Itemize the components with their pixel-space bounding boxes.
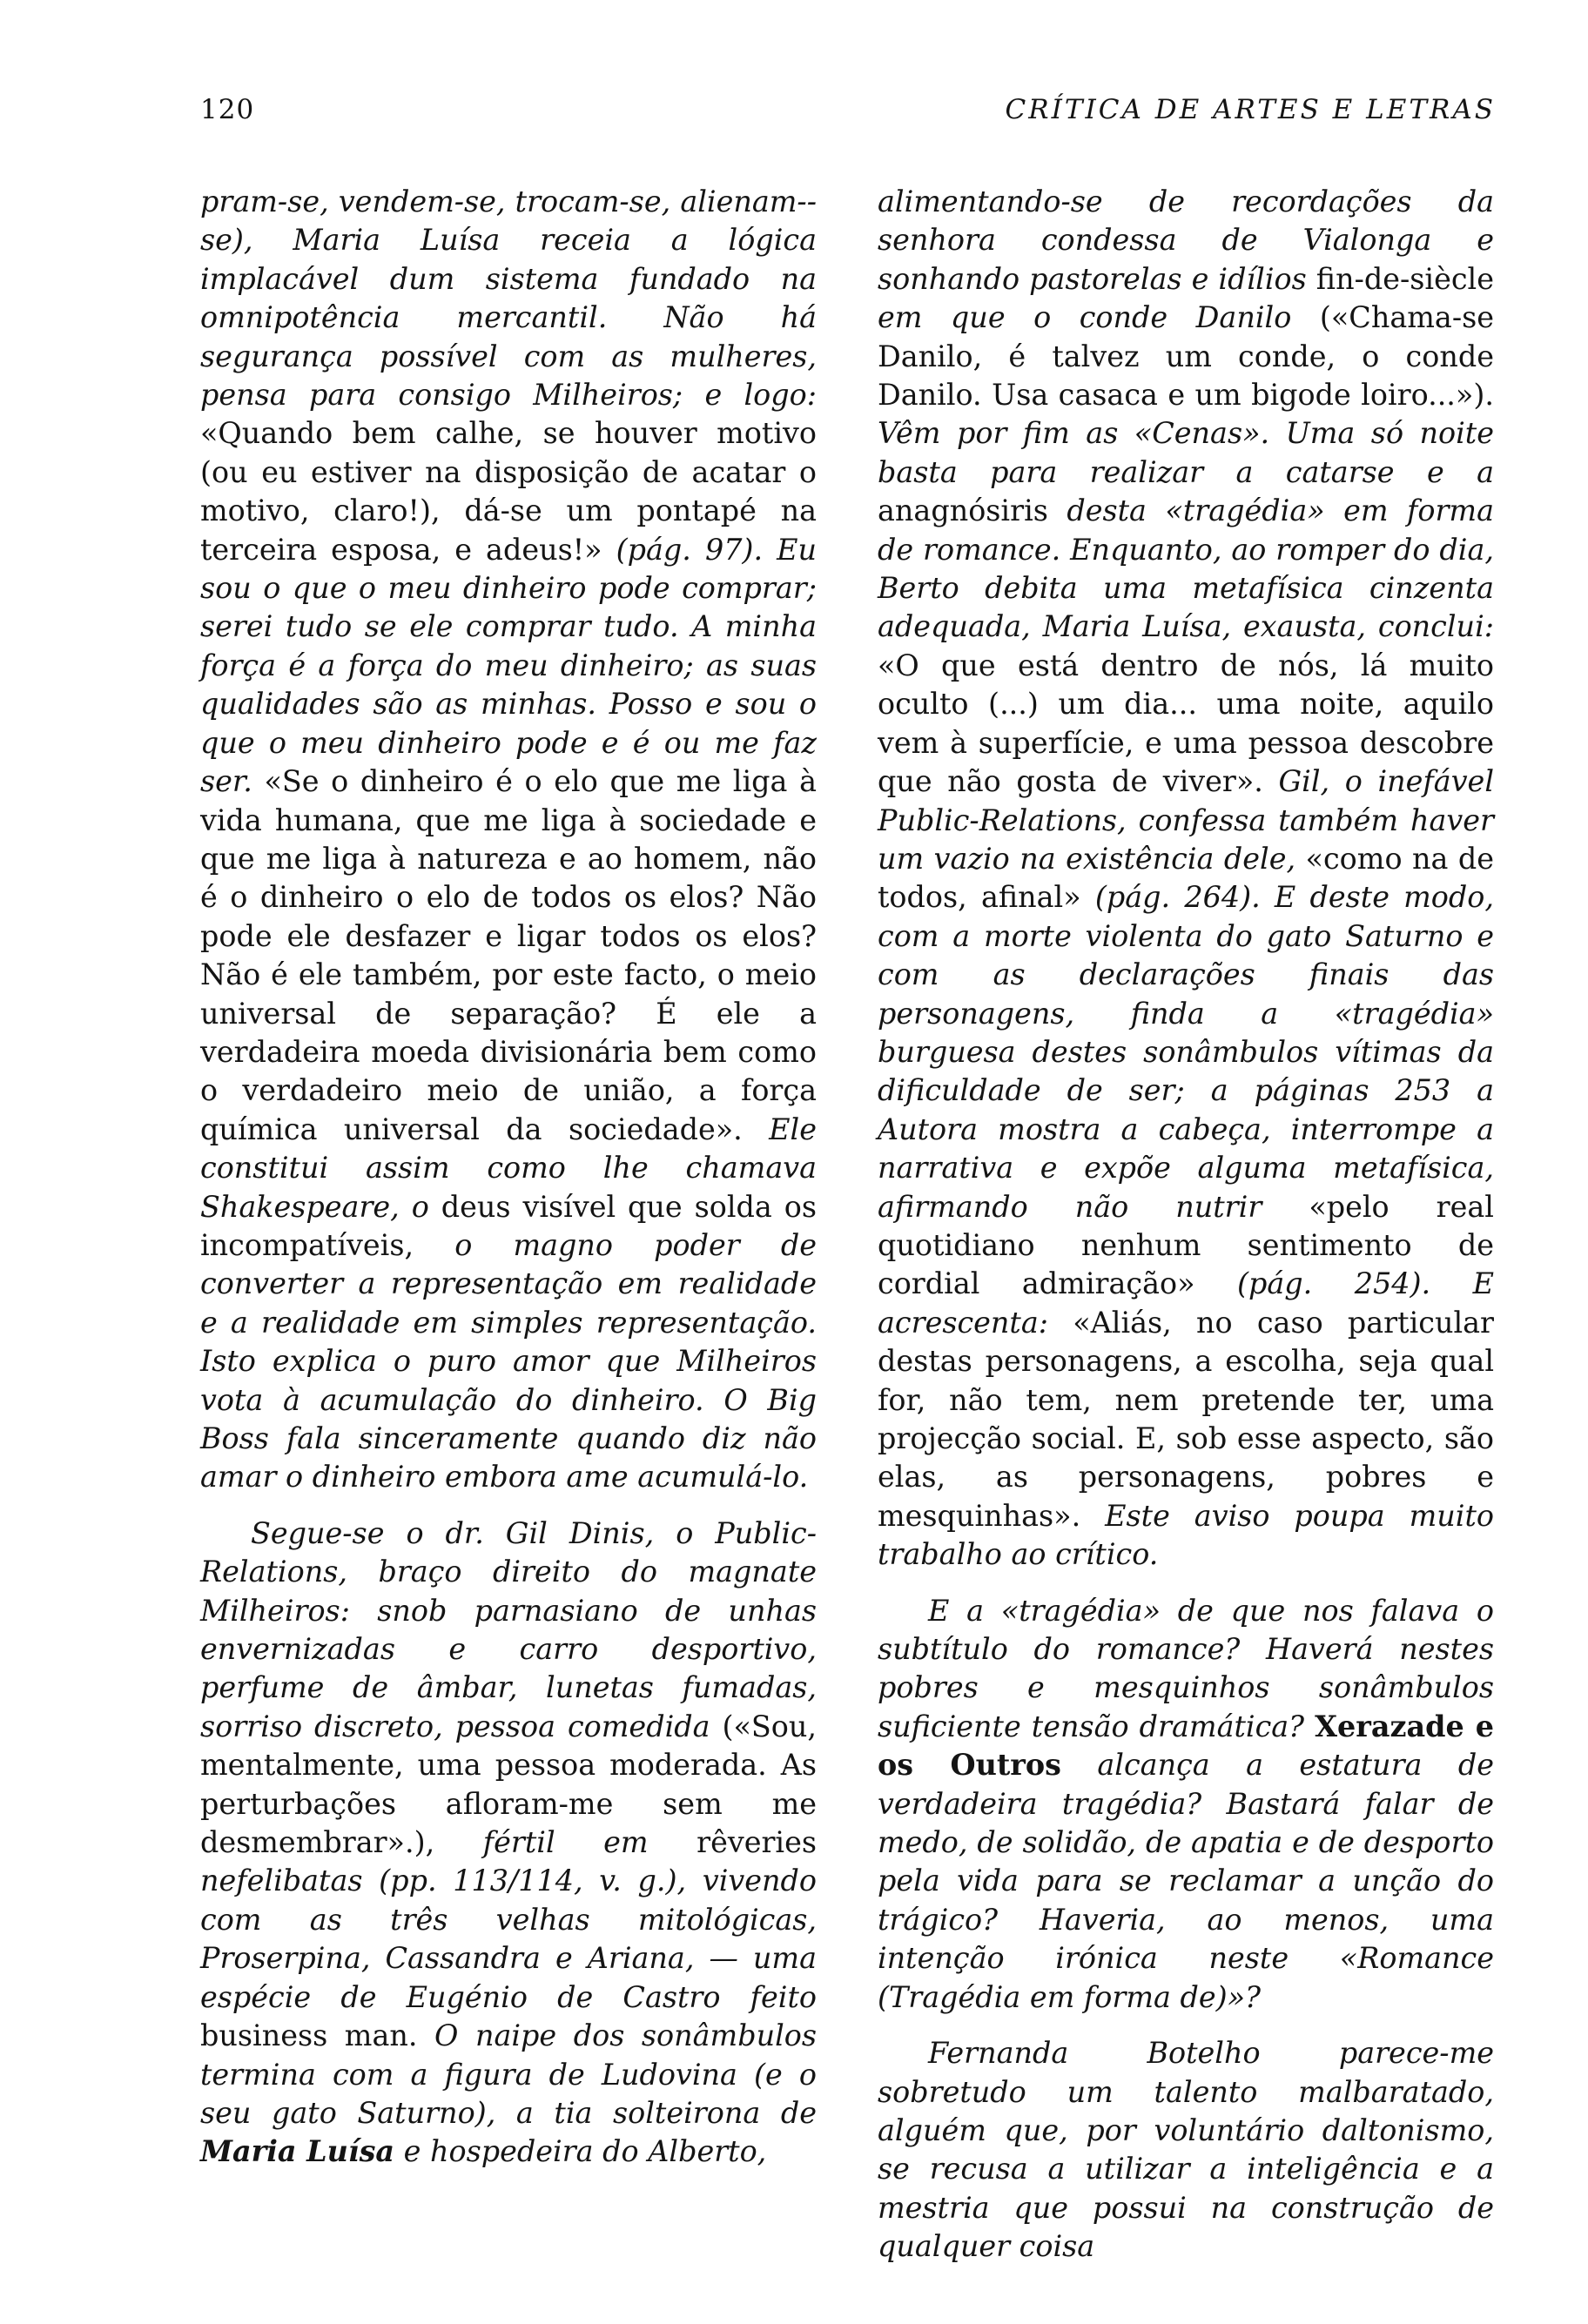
text-run: alimentando-se de recordações da senhora condessa de Vialonga e sonhando pastorelas e idílios: [878, 185, 1494, 296]
text-run: «O que está dentro de nós, lá muito oculto (...) um dia... uma noite, aquilo vem à superfície, e uma pessoa descobre que não gosta de viver».: [878, 648, 1494, 799]
text-run: O naipe dos sonâmbulos termina com a figura de Ludovina (e o seu gato Saturno), a tia solteirona de: [200, 2018, 817, 2130]
text-run: «Se o dinheiro é o elo que me liga à vida humana, que me liga à sociedade e que me liga à natureza e ao homem, não é o dinheiro o elo de todos os elos? Não pode ele desfazer e ligar todos os elos? Não é ele também, por este facto, o meio universal de separação? É ele a verdadeira moeda divisionária bem como o verdadeiro meio de união, a força química universal da sociedade».: [200, 764, 817, 1146]
right-paragraph-1: [878, 183, 1494, 1575]
text-run: Maria Luísa: [200, 2134, 395, 2169]
text-run: business man.: [200, 2018, 418, 2053]
text-run: nefelibatas (pp. 113/114, v. g.), vivendo com as três velhas mitológicas, Proserpina, Cassandra e Ariana, — uma espécie de Eugénio de Castro feito: [200, 1864, 817, 2014]
right-paragraph-2: [878, 1592, 1494, 2017]
text-run: «Aliás, no caso particular destas personagens, a escolha, seja qual for, não tem, nem pretende ter, uma projecção social. E, sob esse aspecto, são elas, as personagens, pobres e mesquinhas».: [878, 1305, 1494, 1533]
right-paragraph-3: [878, 2034, 1494, 2266]
text-run: «Quando bem calhe, se houver motivo (ou eu estiver na disposição de acatar o motivo, claro!), dá-se um pontapé na terceira esposa, e adeus!»: [200, 416, 817, 567]
text-run: fin-de-siècle: [1315, 261, 1494, 296]
page-number: 120: [200, 94, 255, 125]
text-run: rêveries: [696, 1825, 817, 1860]
text-run: (pág. 254). E acrescenta:: [878, 1266, 1494, 1340]
text-run: em que o conde Danilo: [878, 300, 1320, 335]
text-run: Fernanda Botelho parece-me sobretudo um talento malbaratado, alguém que, por voluntário daltonismo, se recusa a utilizar a inteligência e a mestria que possui na construção de qualquer coisa: [878, 2036, 1494, 2264]
text-run: (pág. 264). E deste modo, com a morte violenta do gato Saturno e com as declarações finais das personagens, finda a «tragédia» burguesa destes sonâmbulos vítimas da dificuldade de ser; a páginas 253 a Autora mostra a cabeça, interrompe a narrativa e expõe alguma metafísica, afirmando não nutrir: [878, 880, 1495, 1224]
text-run: desta «tragédia» em forma de romance. Enquanto, ao romper do dia, Berto debita uma metafísica cinzenta adequada, Maria Luísa, exausta, conclui:: [878, 494, 1494, 644]
text-run: Este aviso poupa muito trabalho ao crítico.: [878, 1498, 1494, 1572]
text-run: «como na de todos, afinal»: [878, 841, 1494, 915]
text-run: («Sou, mentalmente, uma pessoa moderada. As perturbações afloram-me sem me desmembrar».),: [200, 1709, 817, 1860]
left-paragraph-1: [200, 183, 817, 1497]
text-run: («Chama-se Danilo, é talvez um conde, o conde Danilo. Usa casaca e um bigode loiro...»).: [878, 300, 1494, 413]
text-run: E a «tragédia» de que nos falava o subtítulo do romance? Haverá nestes pobres e mesquinhos sonâmbulos suficiente tensão dramática?: [878, 1593, 1494, 1743]
text-run: e hospedeira do Alberto,: [394, 2134, 767, 2169]
text-run: pram-se, vendem-se, trocam-se, alienam--se), Maria Luísa receia a lógica implacável dum sistema fundado na omnipotência mercantil. Não há segurança possível com as mulheres, pensa para consigo Milheiros; e logo:: [200, 185, 817, 413]
text-run: Xerazade e os Outros: [878, 1709, 1495, 1783]
text-run: o magno poder de converter a representação em realidade e a realidade em simples representação. Isto explica o puro amor que Milheiros vota à acumulação do dinheiro. O Big Boss fala sinceramente quando diz não amar o dinheiro embora ame acumulá-lo.: [200, 1227, 817, 1494]
text-run: Segue-se o dr. Gil Dinis, o Public-Relations, braço direito do magnate Milheiros: snob parnasiano de unhas envernizadas e carro desportivo, perfume de âmbar, lunetas fumadas, sorriso discreto, pessoa comedida: [200, 1515, 817, 1743]
text-run: Gil, o inefável Public-Relations, confessa também haver um vazio na existência dele,: [878, 764, 1494, 876]
text-run: Vêm por fim as «Cenas». Uma só noite basta para realizar a catarse e a: [878, 416, 1494, 489]
text-run: deus visível que solda os incompatíveis,: [200, 1189, 817, 1262]
left-paragraph-2: [200, 1515, 817, 2172]
text-run: (pág. 97). Eu sou o que o meu dinheiro pode comprar; serei tudo se ele comprar tudo. A minha força é a força do meu dinheiro; as suas qualidades são as minhas. Posso e sou o que o meu dinheiro pode e é ou me faz ser.: [200, 532, 817, 799]
left-column: [200, 183, 817, 2172]
text-run: anagnósiris: [878, 494, 1048, 528]
running-title: CRÍTICA DE ARTES E LETRAS: [1005, 94, 1496, 125]
text-run: «pelo real quotidiano nenhum sentimento de cordial admiração»: [878, 1189, 1494, 1301]
text-run: Ele constitui assim como lhe chamava Shakespeare, o: [200, 1112, 817, 1224]
text-run: alcança a estatura de verdadeira tragédia? Bastará falar de medo, de solidão, de apatia e de desporto pela vida para se reclamar a unção do trágico? Haveria, ao menos, uma intenção irónica neste «Romance (Tragédia em forma de)»?: [878, 1748, 1494, 2014]
text-run: fértil em: [434, 1825, 697, 1860]
right-column: [878, 183, 1494, 2267]
